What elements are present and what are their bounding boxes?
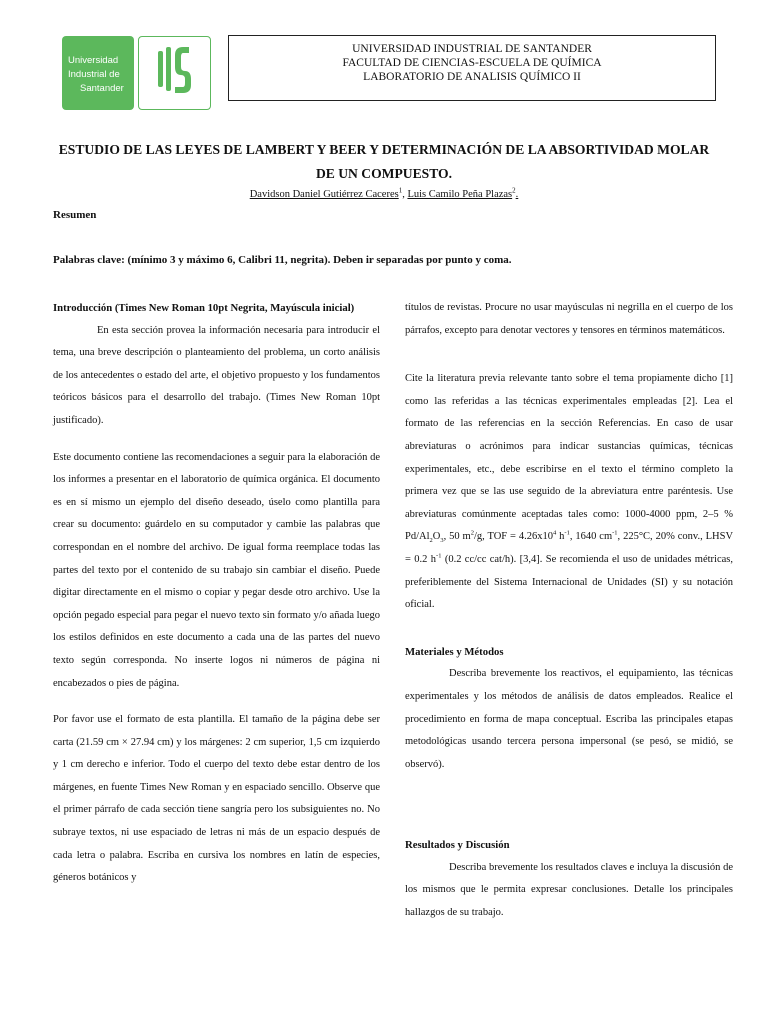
logo-line-1: Universidad (68, 55, 119, 66)
citations-text-h: (0.2 cc/cc cat/h). [3,4]. Se recomienda el uso de unidades métricas, preferiblemente del Sistema Internacional de Unidades (SI) y su notación oficial. (405, 553, 733, 611)
keywords-line: Palabras clave: (mínimo 3 y máximo 6, Calibri 11, negrita). Deben ir separadas por punto y coma. (53, 254, 512, 266)
citations-sub-2: 3 (440, 537, 444, 545)
author-2: Luis Camilo Peña Plazas (407, 189, 513, 200)
introduction-paragraph-1: En esta sección provea la información necesaria para introducir el tema, una breve descripción o planteamiento del problema, un corto análisis de los antecedentes o estado del arte, el objetivo propuesto y los fundamentos teóricos básicos para el desarrollo del trabajo. (Times New Roman 10pt justificado). (53, 324, 380, 426)
results-discussion-paragraph: Describa brevemente los resultados claves e incluya la discusión de los mismos que le permita expresar conclusiones. Detalle los principales hallazgos de su trabajo. (405, 861, 733, 919)
logo-line-3: Santander (80, 83, 124, 94)
introduction-paragraph-3: Por favor use el formato de esta plantilla. El tamaño de la página debe ser carta (21.59 cm × 27.94 cm) y los márgenes: 2 cm superior, 1,5 cm izquierdo y 1 cm derecho e inferior. Todo el cuerpo del texto debe estar dentro de los márgenes, en fuente Times New Roman y en espaciado sencillo. Observe que el primer párrafo de cada sección tiene sangría pero los subsiguientes no. No subraye textos, ni use espaciado de letras ni más de un espacio después de cada letra o palabra. Escriba en cursiva los nombres en latín de especies, géneros botánicos y (53, 714, 380, 884)
citations-text-e: h (556, 531, 565, 543)
author-1: Davidson Daniel Gutiérrez Caceres (249, 189, 399, 200)
citations-text-a: Cite la literatura previa relevante tanto sobre el tema propiamente dicho [1] como las referidas a las técnicas experimentales empleadas [2]. Lea el formato de las referencias en la sección Referencias. En caso de usar abreviaturas o acrónimos para indicar sustancias químicas, técnicas experimentales, etc., debe escribirse en el texto el término completo la primera vez que se las use seguido de la abreviatura entre paréntesis. Use abreviaturas comúnmente aceptadas tales como: 1000-4000 ppm, 2–5 % Pd/Al (405, 373, 733, 543)
institution-header (228, 35, 716, 101)
citations-sup-4: -1 (612, 529, 618, 537)
citations-sup-5: -1 (436, 552, 442, 560)
introduction-paragraph-2: Este documento contiene las recomendaciones a seguir para la elaboración de los informes a presentar en el laboratorio de química orgánica. El documento es en sí mismo un ejemplo del diseño deseado, úselo como plantilla para crear su documento: guárdelo en su computador y cambie las palabras que correspondan en el nombre del archivo. De igual forma reemplace todas las partes del texto por el contenido de su trabajo sin cambiar el diseño. Puede digitar directamente en el mismo o copiar y pegar desde otro archivo. Use la opción pegado especial para pegar el nuevo texto sin formato y/o añada luego los estilos definidos en este documento a cada una de las partes del nuevo texto según corresponda. No inserte logos ni números de página ni encabezados o pies de página. (53, 451, 380, 689)
author-2-affiliation: 2 (512, 186, 516, 195)
uis-logo-icon (139, 37, 209, 107)
authors-separator: , (402, 189, 408, 200)
citations-text-g: , 225°C, 20% conv., LHSV = 0.2 h (405, 531, 734, 565)
citations-text-f: , 1640 cm (569, 531, 613, 543)
citations-sup-3: -1 (564, 529, 570, 537)
university-logo-text (62, 36, 134, 110)
citations-text-b: O (432, 531, 441, 543)
left-column (53, 297, 380, 890)
citations-sup-1: 2 (470, 529, 474, 537)
citations-sup-2: 4 (553, 529, 557, 537)
document-title: ESTUDIO DE LAS LEYES DE LAMBERT Y BEER Y DETERMINACIÓN DE LA ABSORTIVIDAD MOLAR DE UN COMPUESTO. (58, 142, 710, 181)
materials-methods-heading: Materiales y Métodos (405, 645, 504, 658)
uis-logo-mark (138, 36, 211, 110)
citations-paragraph (405, 368, 733, 617)
citations-text-c: , 50 m (443, 531, 471, 543)
results-discussion-heading: Resultados y Discusión (405, 839, 510, 852)
materials-methods-paragraph: Describa brevemente los reactivos, el equipamiento, las técnicas experimentales y los métodos de análisis de datos empleados. Realice el procedimiento en forma de mapa conceptual. Escriba las principales etapas metodológicas usando tercera persona impersonal (se pesó, se midió, se observó). (405, 668, 733, 770)
citations-text-d: /g, TOF = 4.26x10 (473, 531, 553, 543)
introduction-heading: Introducción (Times New Roman 10pt Negrita, Mayúscula inicial) (53, 302, 355, 314)
citations-sub-1: 2 (429, 537, 433, 545)
author-1-affiliation: 1 (398, 186, 403, 195)
header-faculty: FACULTAD DE CIENCIAS-ESCUELA DE QUÍMICA (342, 57, 602, 69)
abstract-heading: Resumen (53, 209, 97, 221)
right-column (405, 297, 733, 925)
header-university: UNIVERSIDAD INDUSTRIAL DE SANTANDER (352, 43, 592, 55)
authors-end: . (515, 189, 519, 200)
continuation-paragraph: títulos de revistas. Procure no usar mayúsculas ni negrilla en el cuerpo de los párrafos, excepto para denotar vectores y tensores en términos matemáticos. (405, 302, 733, 336)
logo-line-2: Industrial de (68, 69, 120, 80)
authors-line (50, 186, 718, 200)
header-laboratory: LABORATORIO DE ANALISIS QUÍMICO II (363, 71, 581, 83)
